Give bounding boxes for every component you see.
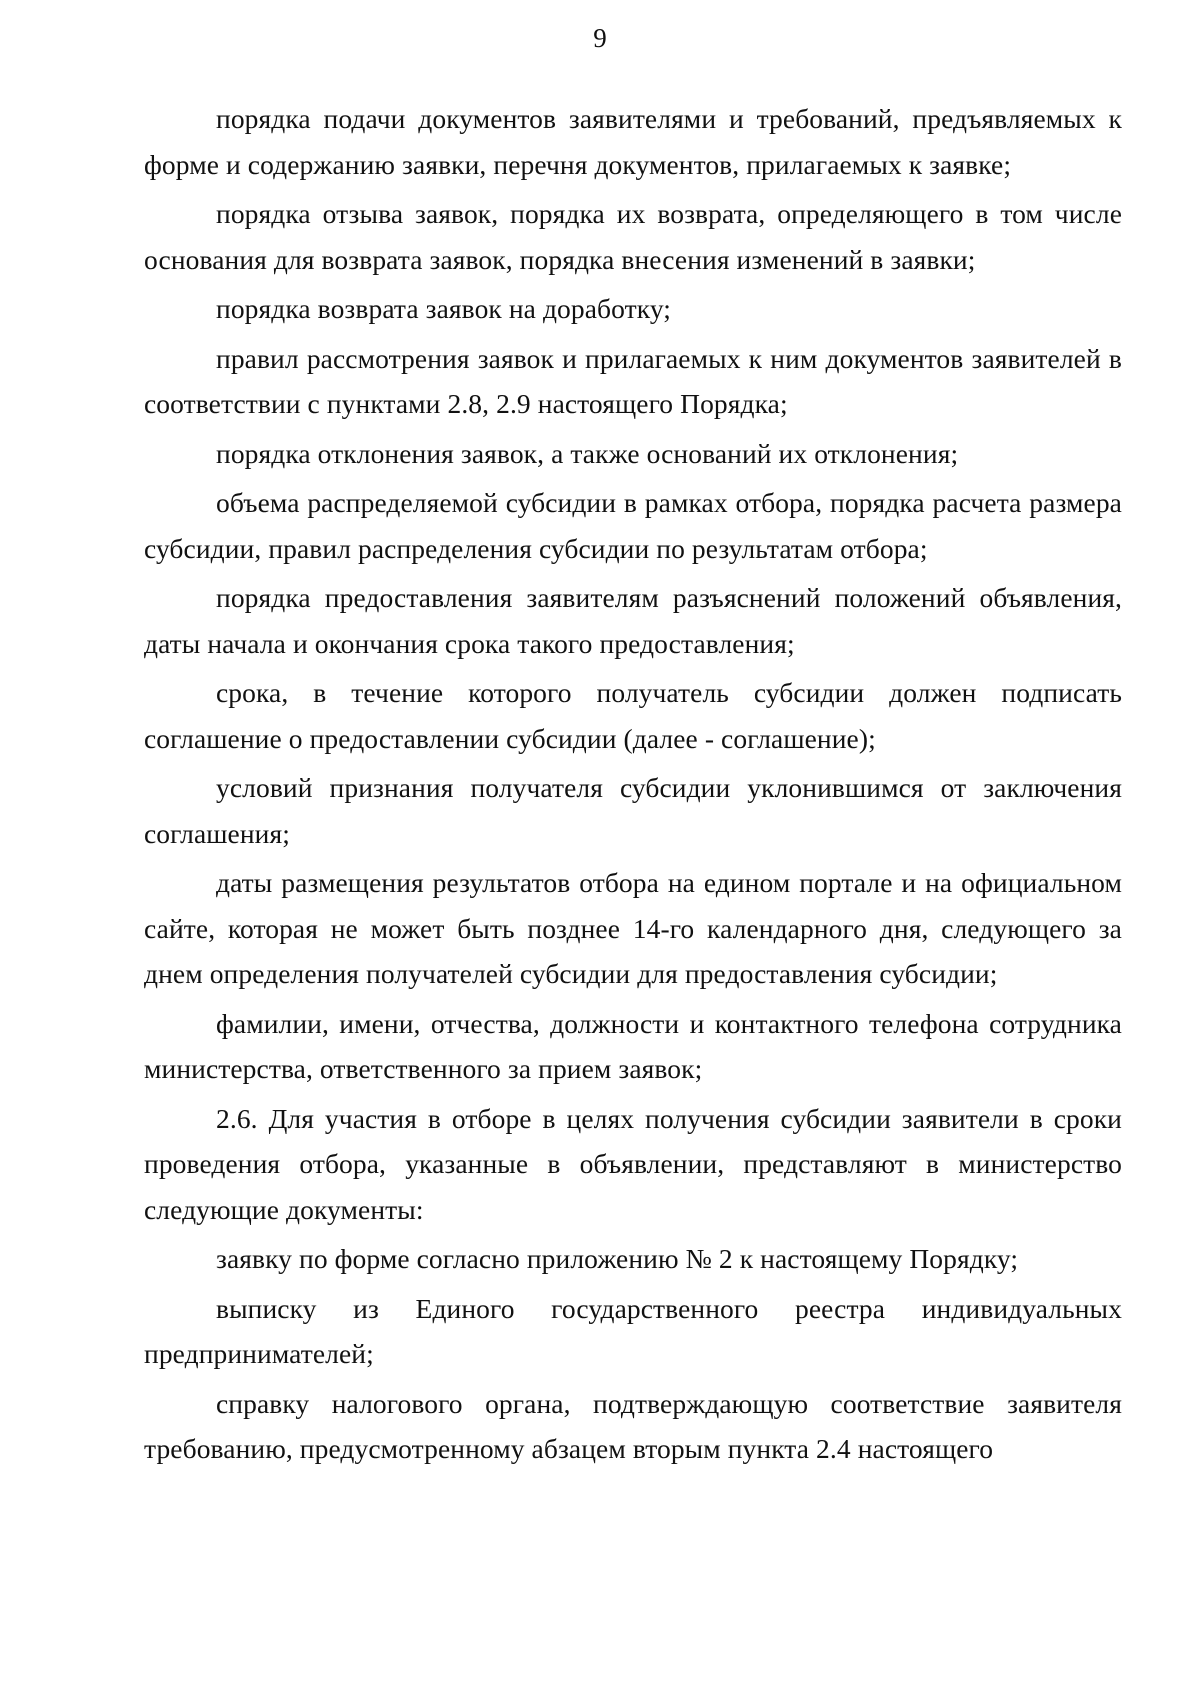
- paragraph-clarifications-order: порядка предоставления заявителям разъяснений положений объявления, даты начала и окончания срока такого предоставления;: [144, 582, 1122, 659]
- paragraph-responsible-employee: фамилии, имени, отчества, должности и контактного телефона сотрудника министерства, ответственного за прием заявок;: [144, 1007, 1122, 1084]
- paragraph-registry-extract: выписку из Единого государственного реестра индивидуальных предпринимателей;: [144, 1292, 1122, 1369]
- paragraph-rejection-order: порядка отклонения заявок, а также оснований их отклонения;: [216, 437, 959, 469]
- paragraph-evasion-conditions: условий признания получателя субсидии уклонившимся от заключения соглашения;: [144, 772, 1122, 849]
- paragraph-results-publication-date: даты размещения результатов отбора на едином портале и на официальном сайте, которая не может быть позднее 14-го календарного дня, следующего за днем определения получателей субсидии для предоставления субсидии;: [144, 867, 1122, 989]
- page-number: 9: [593, 23, 607, 53]
- paragraph-return-for-revision: порядка возврата заявок на доработку;: [216, 293, 672, 324]
- document-body: [144, 96, 1122, 1476]
- paragraph-application-form: заявку по форме согласно приложению № 2 к настоящему Порядку;: [216, 1243, 1019, 1274]
- paragraph-application-withdrawal-order: порядка отзыва заявок, порядка их возврата, определяющего в том числе основания для возврата заявок, порядка внесения изменений в заявки;: [144, 198, 1122, 275]
- paragraph-review-rules: правил рассмотрения заявок и прилагаемых к ним документов заявителей в соответствии с пунктами 2.8, 2.9 настоящего Порядка;: [144, 342, 1122, 419]
- paragraph-agreement-signing-term: срока, в течение которого получатель субсидии должен подписать соглашение о предоставлении субсидии (далее - соглашение);: [144, 677, 1122, 754]
- paragraph-tax-certificate: справку налогового органа, подтверждающую соответствие заявителя требованию, предусмотренному абзацем вторым пункта 2.4 настоящего: [144, 1387, 1122, 1464]
- paragraph-section-2-6: 2.6. Для участия в отборе в целях получения субсидии заявители в сроки проведения отбора, указанные в объявлении, представляют в министерство следующие документы:: [144, 1102, 1122, 1225]
- paragraph-subsidy-volume: объема распределяемой субсидии в рамках отбора, порядка расчета размера субсидии, правил распределения субсидии по результатам отбора;: [144, 487, 1122, 564]
- paragraph-application-submission-order: порядка подачи документов заявителями и требований, предъявляемых к форме и содержанию заявки, перечня документов, прилагаемых к заявке;: [144, 103, 1122, 180]
